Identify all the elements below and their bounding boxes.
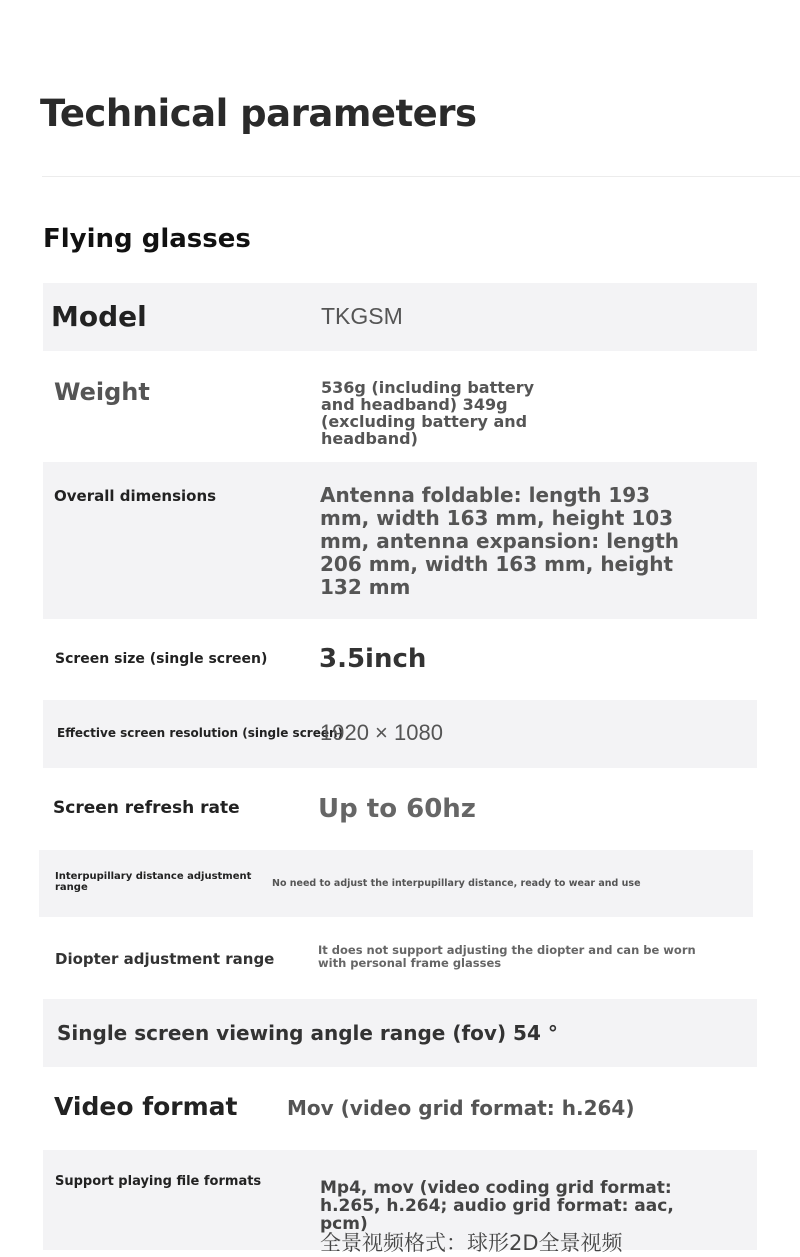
page-title: Technical parameters [40, 92, 477, 135]
spec-value: 536g (including battery and headband) 349g (excluding battery and headband) [321, 378, 535, 448]
spec-row-resolution [43, 700, 757, 768]
spec-label: Model [51, 300, 147, 333]
spec-label: Screen size (single screen) [55, 651, 268, 667]
spec-row-ipd [39, 850, 753, 917]
spec-value: Mov (video grid format: h.264) [287, 1096, 635, 1120]
section-title: Flying glasses [43, 224, 251, 254]
spec-row-screen-size [43, 630, 757, 690]
spec-value: TKGSM [321, 303, 403, 329]
spec-row-file-formats [43, 1150, 757, 1255]
spec-value: Up to 60hz [318, 794, 476, 824]
spec-value: 3.5inch [319, 644, 427, 674]
spec-label: Interpupillary distance adjustment range [55, 871, 252, 893]
spec-label: Diopter adjustment range [55, 950, 275, 968]
spec-row-fov [43, 999, 757, 1067]
spec-value-panorama: 全景视频格式：球形2D全景视频 [320, 1231, 623, 1255]
spec-row-dimensions [43, 462, 757, 619]
spec-label: Support playing file formats [55, 1174, 262, 1189]
spec-row-refresh-rate [43, 780, 757, 840]
spec-label: Video format [54, 1092, 238, 1121]
spec-value: No need to adjust the interpupillary distance, ready to wear and use [272, 878, 641, 889]
spec-value: Mp4, mov (video coding grid format: h.265, h.264; audio grid format: aac, pcm) [320, 1178, 674, 1234]
spec-row-diopter [43, 935, 757, 985]
spec-label: Effective screen resolution (single screen) [57, 726, 344, 740]
spec-value: 1920 × 1080 [320, 720, 443, 745]
spec-label: Screen refresh rate [53, 798, 240, 818]
spec-label: Single screen viewing angle range (fov) 54 ° [57, 1021, 558, 1045]
spec-row-model [43, 283, 757, 351]
spec-value: Antenna foldable: length 193 mm, width 163 mm, height 103 mm, antenna expansion: length 206 mm, width 163 mm, height 132 mm [320, 483, 680, 599]
spec-row-weight [43, 362, 757, 447]
spec-label: Weight [54, 378, 150, 406]
spec-value: It does not support adjusting the diopter and can be worn with personal frame glasses [318, 943, 696, 970]
spec-label: Overall dimensions [54, 487, 217, 505]
spec-row-video-format [43, 1080, 757, 1140]
divider [42, 176, 800, 177]
